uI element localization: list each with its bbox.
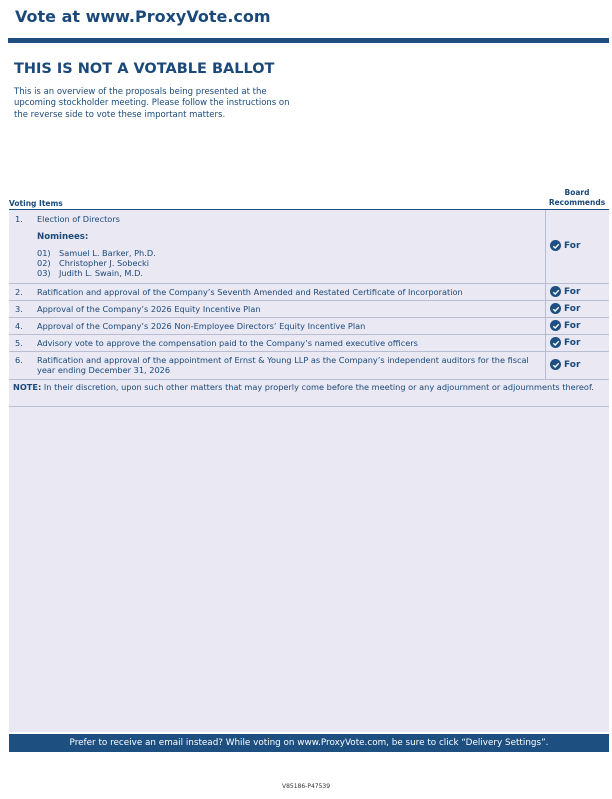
recommendation-label: For <box>564 359 581 370</box>
column-divider <box>545 334 546 351</box>
board-recommendation <box>550 337 580 348</box>
nominee <box>37 258 149 268</box>
check-circle-icon <box>550 337 561 348</box>
item-text: Election of Directors <box>37 214 120 224</box>
check-circle-icon <box>550 320 561 331</box>
note-text <box>13 382 603 392</box>
voting-item-row <box>9 210 609 284</box>
header-title[interactable]: Vote at www.ProxyVote.com <box>15 7 271 26</box>
nominee-number: 01) <box>37 248 51 258</box>
voting-item-row <box>9 351 609 380</box>
nominee <box>37 268 143 278</box>
intro-line: This is an overview of the proposals being presented at the <box>14 87 267 97</box>
voting-item-row <box>9 317 609 335</box>
item-text: Approval of the Company’s 2026 Equity Incentive Plan <box>37 304 261 314</box>
column-divider <box>545 300 546 317</box>
intro-line: upcoming stockholder meeting. Please follow the instructions on <box>14 98 290 109</box>
item-number: 3. <box>15 304 23 314</box>
check-circle-icon <box>550 303 561 314</box>
recommendation-label: For <box>564 320 581 331</box>
board-header-line: Board <box>564 188 590 197</box>
item-text: Ratification and approval of the Company’s Seventh Amended and Restated Certificate of Incorporation <box>37 287 463 297</box>
recommendation-label: For <box>564 337 581 348</box>
item-number: 4. <box>15 321 23 331</box>
column-divider <box>545 283 546 300</box>
voting-item-row <box>9 300 609 318</box>
note-body: In their discretion, upon such other matters that may properly come before the meeting or any adjournment or adjournments thereof. <box>41 382 594 392</box>
recommendation-label: For <box>564 303 581 314</box>
document-code: V85186-P47539 <box>281 783 331 790</box>
column-divider <box>545 210 546 283</box>
voting-item-row <box>9 334 609 352</box>
column-header-voting-items: Voting Items <box>9 199 63 208</box>
recommendation-label: For <box>564 240 581 251</box>
recommendation-label: For <box>564 286 581 297</box>
board-recommendation <box>550 320 580 331</box>
check-circle-icon <box>550 240 561 251</box>
board-recommendation <box>550 286 580 297</box>
voting-item-row <box>9 283 609 301</box>
board-header-line: Recommends <box>548 197 606 207</box>
nominee <box>37 248 156 258</box>
note-rule <box>9 406 609 407</box>
item-number: 1. <box>15 214 23 224</box>
item-text: Ratification and approval of the appointment of Ernst & Young LLP as the Company’s independent auditors for the fiscal year ending December 31, 2026 <box>37 355 529 375</box>
item-text: Approval of the Company’s 2026 Non-Employee Directors’ Equity Incentive Plan <box>37 321 366 331</box>
column-divider <box>545 317 546 334</box>
header-divider <box>8 38 609 43</box>
intro-line: the reverse side to vote these important matters. <box>14 109 226 120</box>
check-circle-icon <box>550 359 561 370</box>
board-recommendation <box>550 359 580 370</box>
item-number: 2. <box>15 287 23 297</box>
column-divider <box>545 351 546 379</box>
board-recommendation <box>550 303 580 314</box>
item-number: 5. <box>15 338 23 348</box>
page-title: THIS IS NOT A VOTABLE BALLOT <box>14 61 275 77</box>
column-header-board-recommends <box>546 188 608 207</box>
intro-text <box>14 87 314 121</box>
check-circle-icon <box>550 286 561 297</box>
delivery-settings-banner: Prefer to receive an email instead? While voting on www.ProxyVote.com, be sure to click “Delivery Settings”. <box>9 734 609 752</box>
nominee-name: Christopher J. Sobecki <box>59 258 150 268</box>
note-label: NOTE: <box>13 382 42 392</box>
nominee-name: Samuel L. Barker, Ph.D. <box>59 248 156 258</box>
nominee-name: Judith L. Swain, M.D. <box>59 268 143 278</box>
nominee-number: 02) <box>37 258 51 268</box>
board-recommendation <box>550 240 580 251</box>
item-text: Advisory vote to approve the compensation paid to the Company’s named executive officers <box>37 338 418 348</box>
item-number: 6. <box>15 355 23 365</box>
nominee-number: 03) <box>37 268 51 278</box>
nominees-label: Nominees: <box>37 232 89 242</box>
